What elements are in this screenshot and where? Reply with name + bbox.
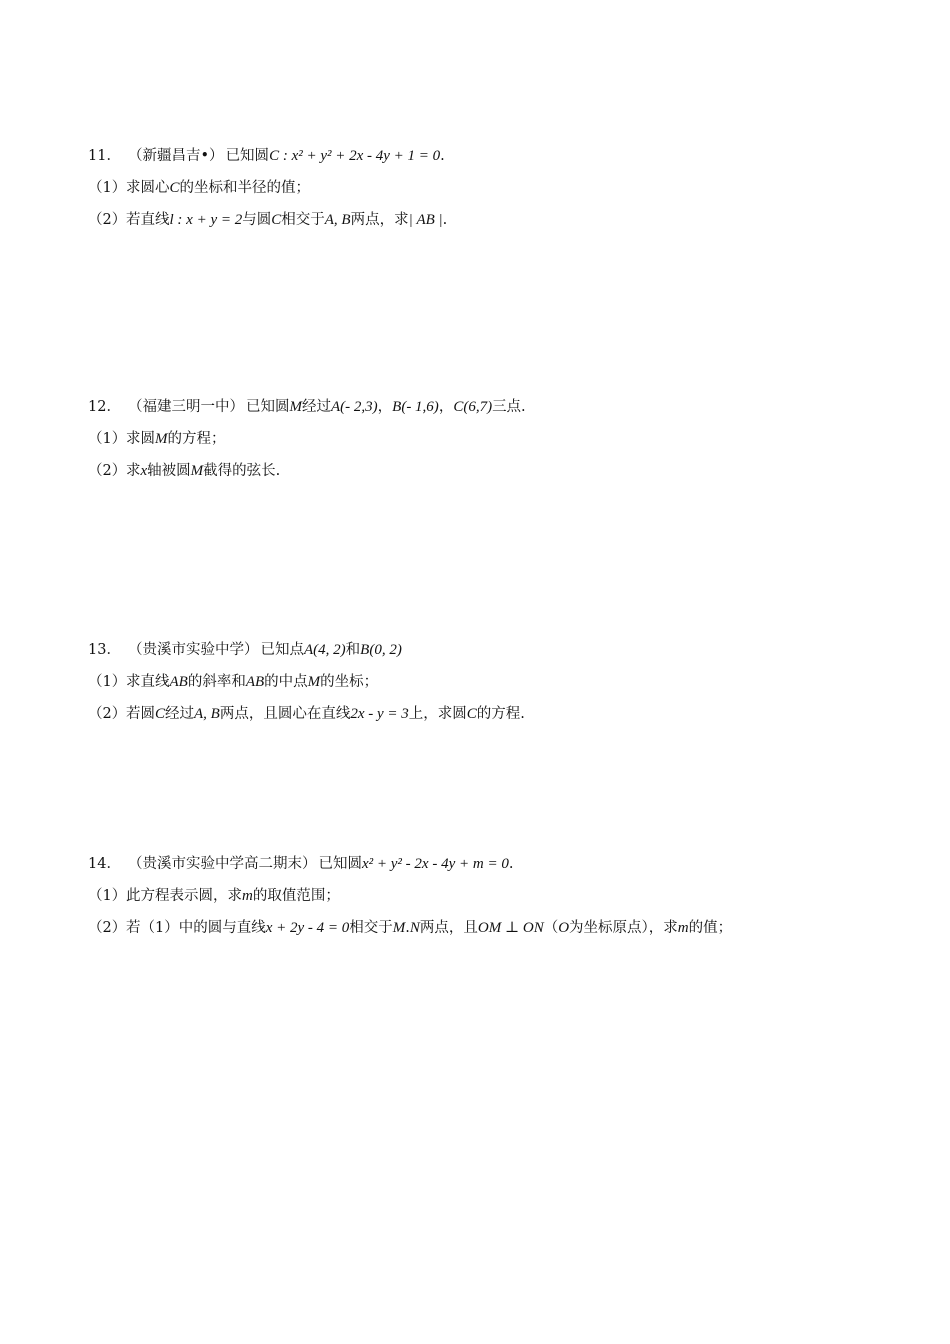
stem-text: 已知圆 xyxy=(318,856,362,872)
stem-text: 已知圆 xyxy=(246,399,290,415)
sub-question-2: （2）若圆C经过A, B两点，且圆心在直线2x - y = 3上，求圆C的方程. xyxy=(88,706,525,722)
problem-source: （新疆昌吉•） xyxy=(128,148,224,164)
sub-question-1: （1）求圆心C的坐标和半径的值； xyxy=(88,180,311,196)
problem-number: 12． xyxy=(88,399,121,415)
problem-number: 11． xyxy=(88,148,121,164)
problem-source: （贵溪市实验中学） xyxy=(128,642,259,658)
problem-number: 13． xyxy=(88,642,121,658)
problem-14 xyxy=(88,854,888,938)
problem-13 xyxy=(88,640,888,724)
problem-source: （贵溪市实验中学高二期末） xyxy=(128,856,317,872)
sub-question-2: （2）若直线l : x + y = 2与圆C相交于A, B两点，求| AB |. xyxy=(88,212,448,228)
problem-stem: 13． （贵溪市实验中学） 已知点A(4, 2)和B(0, 2) xyxy=(88,642,402,658)
circle-equation: x² + y² - 2x - 4y + m = 0 xyxy=(362,856,509,872)
problem-11 xyxy=(88,146,888,230)
sub-question-1: （1）此方程表示圆，求m的取值范围； xyxy=(88,888,340,904)
sub-question-1: （1）求直线AB的斜率和AB的中点M的坐标； xyxy=(88,674,379,690)
sub-question-1: （1）求圆M的方程； xyxy=(88,431,226,447)
stem-text: 已知点 xyxy=(260,642,304,658)
circle-equation: C : x² + y² + 2x - 4y + 1 = 0 xyxy=(269,148,441,164)
problem-12 xyxy=(88,397,888,481)
problem-source: （福建三明一中） xyxy=(128,399,244,415)
problem-stem: 12． （福建三明一中） 已知圆M经过A(- 2,3)，B(- 1,6)，C(6,7)三点. xyxy=(88,399,526,415)
sub-question-label: （2） xyxy=(88,463,127,479)
sub-question-label: （1） xyxy=(88,888,127,904)
sub-question-label: （2） xyxy=(88,706,127,722)
sub-question-2: （2）若（1）中的圆与直线x + 2y - 4 = 0相交于M.N两点，且OM ⊥ ON（O为坐标原点），求m的值； xyxy=(88,920,733,936)
problem-stem: 14． （贵溪市实验中学高二期末） 已知圆x² + y² - 2x - 4y + m = 0. xyxy=(88,856,514,872)
problem-stem: 11． （新疆昌吉•） 已知圆C : x² + y² + 2x - 4y + 1 = 0. xyxy=(88,148,445,164)
sub-question-label: （1） xyxy=(88,431,127,447)
sub-question-label: （1） xyxy=(88,674,127,690)
sub-question-label: （2） xyxy=(88,212,127,228)
problem-number: 14． xyxy=(88,856,121,872)
stem-text: 已知圆 xyxy=(225,148,270,164)
sub-question-label: （1） xyxy=(88,180,127,196)
sub-question-label: （2） xyxy=(88,920,127,936)
sub-question-2: （2）求x轴被圆M截得的弦长. xyxy=(88,463,281,479)
